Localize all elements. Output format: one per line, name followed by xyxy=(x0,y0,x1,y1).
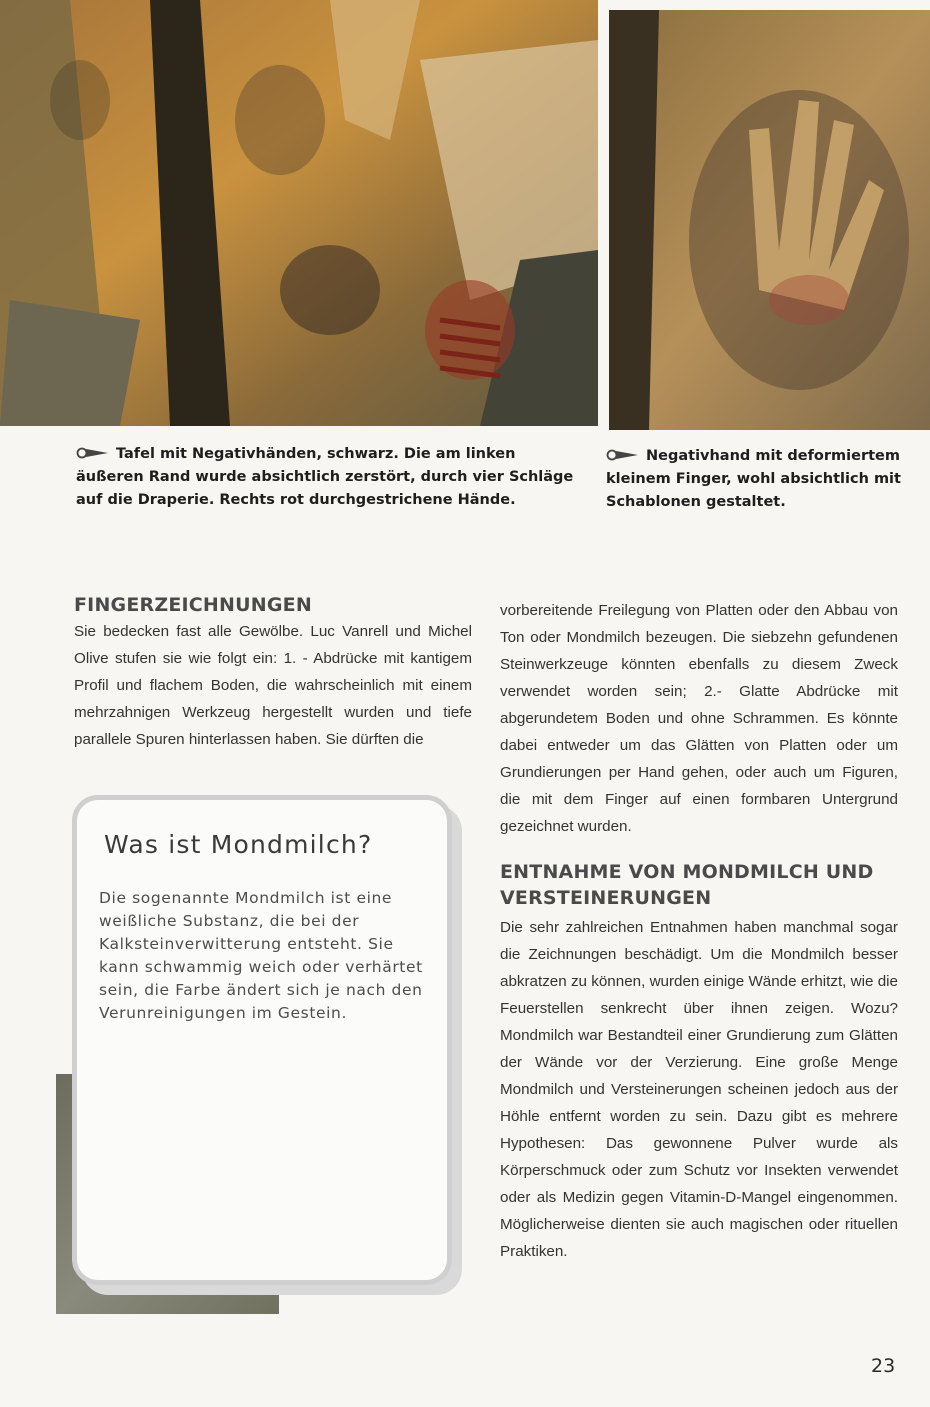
infobox-frame xyxy=(72,795,452,1285)
section-body-entnahme: Die sehr zahlreichen Entnahmen haben manchmal sogar die Zeichnungen beschädigt. Um die Mondmilch besser abkratzen zu können, wurden einige Wände erhitzt, wie die Feuerstellen senkrecht über ihnen zeigen. Wozu? Mondmilch war Bestandteil einer Grundierung zum Glätten der Wände vor der Verzierung. Eine große Menge Mondmilch und Versteinerungen scheinen jedoch aus der Höhle entfernt worden zu sein. Dazu gibt es mehrere Hypothesen: Das gewonnene Pulver wurde als Körperschmuck oder zum Schutz vor Insekten verwendet oder als Medizin gegen Vitamin-D-Mangel eingenommen. Möglicherweise dienten sie auch magischen oder rituellen Praktiken. xyxy=(500,919,898,1260)
caption-left-text: Tafel mit Negativhänden, schwarz. Die am linken äußeren Rand wurde absichtlich zerstört, durch vier Schläge auf die Draperie. Rechts rot durchgestrichene Hände. xyxy=(76,446,574,508)
page-number: 23 xyxy=(871,1355,896,1377)
infobox-text: Die sogenannte Mondmilch ist eine weißliche Substanz, die bei der Kalksteinverwitterung entsteht. Sie kann schwammig weich oder verhärtet sein, die Farbe ändert sich je nach den Verunreinigungen im Gestein. xyxy=(99,889,423,1022)
caption-right-text: Negativhand mit deformiertem kleinem Finger, wohl absichtlich mit Schablonen gestaltet. xyxy=(606,448,901,510)
cave-photo-negative-hands-panel xyxy=(0,0,598,426)
left-column xyxy=(74,592,472,753)
cave-photo-deformed-finger-hand xyxy=(609,10,930,430)
caption-arrow-icon xyxy=(606,449,640,461)
photo-caption-left xyxy=(76,443,576,512)
section-body-continued: vorbereitende Freilegung von Platten oder den Abbau von Ton oder Mondmilch bezeugen. Die siebzehn gefundenen Steinwerkzeuge könnten ebenfalls zu diesem Zweck verwendet worden sein; 2.- Glatte Abdrücke mit abgerundetem Boden und ohne Schrammen. Es könnte dabei entweder um das Glätten von Platten oder um Grundierungen per Hand gehen, oder auch um Figuren, die mit dem Finger auf einen formbaren Untergrund gezeichnet wurden. xyxy=(500,602,898,835)
section-heading-fingerzeichnungen: FINGERZEICHNUNGEN xyxy=(74,594,312,616)
caption-arrow-icon xyxy=(76,447,110,459)
right-column xyxy=(500,597,898,1265)
photo-caption-right xyxy=(606,445,916,514)
section-body-fingerzeichnungen: Sie bedecken fast alle Gewölbe. Luc Vanrell und Michel Olive stufen sie wie folgt ein: 1. - Abdrücke mit kantigem Profil und flachem Boden, die wahrscheinlich mit einem mehrzahnigen Werkzeug hergestellt wurden und tiefe parallele Spuren hinterlassen haben. Sie dürften die xyxy=(74,623,472,748)
infobox-title: Was ist Mondmilch? xyxy=(104,830,373,859)
section-heading-entnahme: ENTNAHME VON MONDMILCH UND VERSTEINERUNGEN xyxy=(500,861,874,909)
